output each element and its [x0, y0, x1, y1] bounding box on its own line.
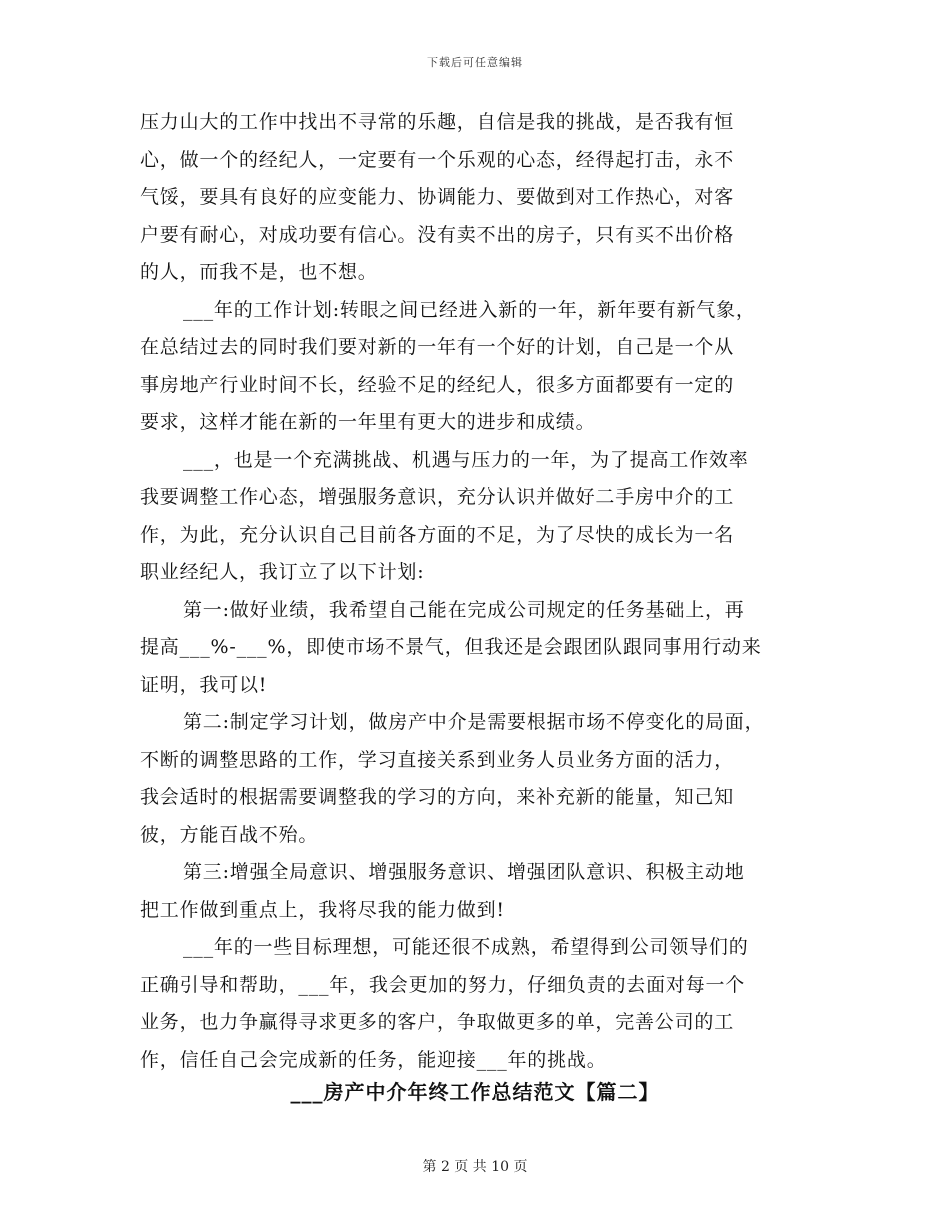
text-line: 作，信任自己会完成新的任务，能迎接___年的挑战。: [140, 1048, 607, 1071]
body-text: [140, 104, 820, 1079]
text-line: 证明，我可以!: [140, 673, 268, 696]
text-line: 职业经纪人，我订立了以下计划:: [140, 561, 425, 583]
text-line: 事房地产行业时间不长，经验不足的经纪人，很多方面都要有一定的: [140, 373, 735, 396]
text-line: 我要调整工作心态，增强服务意识，充分认识并做好二手房中介的工: [140, 486, 735, 508]
text-line: 气馁，要具有良好的应变能力、协调能力、要做到对工作热心，对客: [140, 186, 735, 208]
text-line: 正确引导和帮助，___年，我会更加的努力，仔细负责的去面对每一个: [140, 973, 746, 996]
text-line: 不断的调整思路的工作，学习直接关系到业务人员业务方面的活力，: [140, 748, 735, 771]
text-line: 第二:制定学习计划，做房产中介是需要根据市场不停变化的局面，: [183, 711, 765, 733]
text-line: 第一:做好业绩，我希望自己能在完成公司规定的任务基础上，再: [183, 598, 745, 621]
text-line: 我会适时的根据需要调整我的学习的方向，来补充新的能量，知己知: [140, 786, 735, 808]
text-line: 在总结过去的同时我们要对新的一年有一个好的计划，自己是一个从: [140, 336, 735, 358]
text-line: 的人，而我不是，也不想。: [140, 261, 378, 283]
text-line: ___年的一些目标理想，可能还很不成熟，希望得到公司领导们的: [183, 936, 749, 958]
text-line: 作，为此，充分认识自己目前各方面的不足，为了尽快的成长为一名: [140, 523, 735, 546]
text-line: ___，也是一个充满挑战、机遇与压力的一年，为了提高工作效率: [183, 448, 749, 471]
text-line: 户要有耐心，对成功要有信心。没有卖不出的房子，只有买不出价格: [140, 223, 735, 246]
text-line: 第三:增强全局意识、增强服务意识、增强团队意识、积极主动地: [183, 861, 745, 883]
text-line: 业务，也力争赢得寻求更多的客户，争取做更多的单，完善公司的工: [140, 1011, 735, 1033]
text-line: 把工作做到重点上，我将尽我的能力做到!: [140, 898, 505, 921]
text-line: 心，做一个的经纪人，一定要有一个乐观的心态，经得起打击，永不: [140, 148, 735, 171]
text-line: 要求，这样才能在新的一年里有更大的进步和成绩。: [140, 411, 596, 433]
text-line: 提高___%-___%，即使市场不景气，但我还是会跟团队跟同事用行动来: [140, 636, 762, 658]
text-line: 压力山大的工作中找出不寻常的乐趣，自信是我的挑战，是否我有恒: [140, 111, 735, 133]
header-note: 下载后可任意编辑: [427, 56, 523, 69]
section-heading: ___房产中介年终工作总结范文【篇二】: [290, 1080, 660, 1104]
text-line: ___年的工作计划:转眼之间已经进入新的一年，新年要有新气象，: [183, 298, 756, 321]
text-line: 彼，方能百战不殆。: [140, 823, 319, 846]
page-footer: 第 2 页 共 10 页: [422, 1159, 528, 1175]
